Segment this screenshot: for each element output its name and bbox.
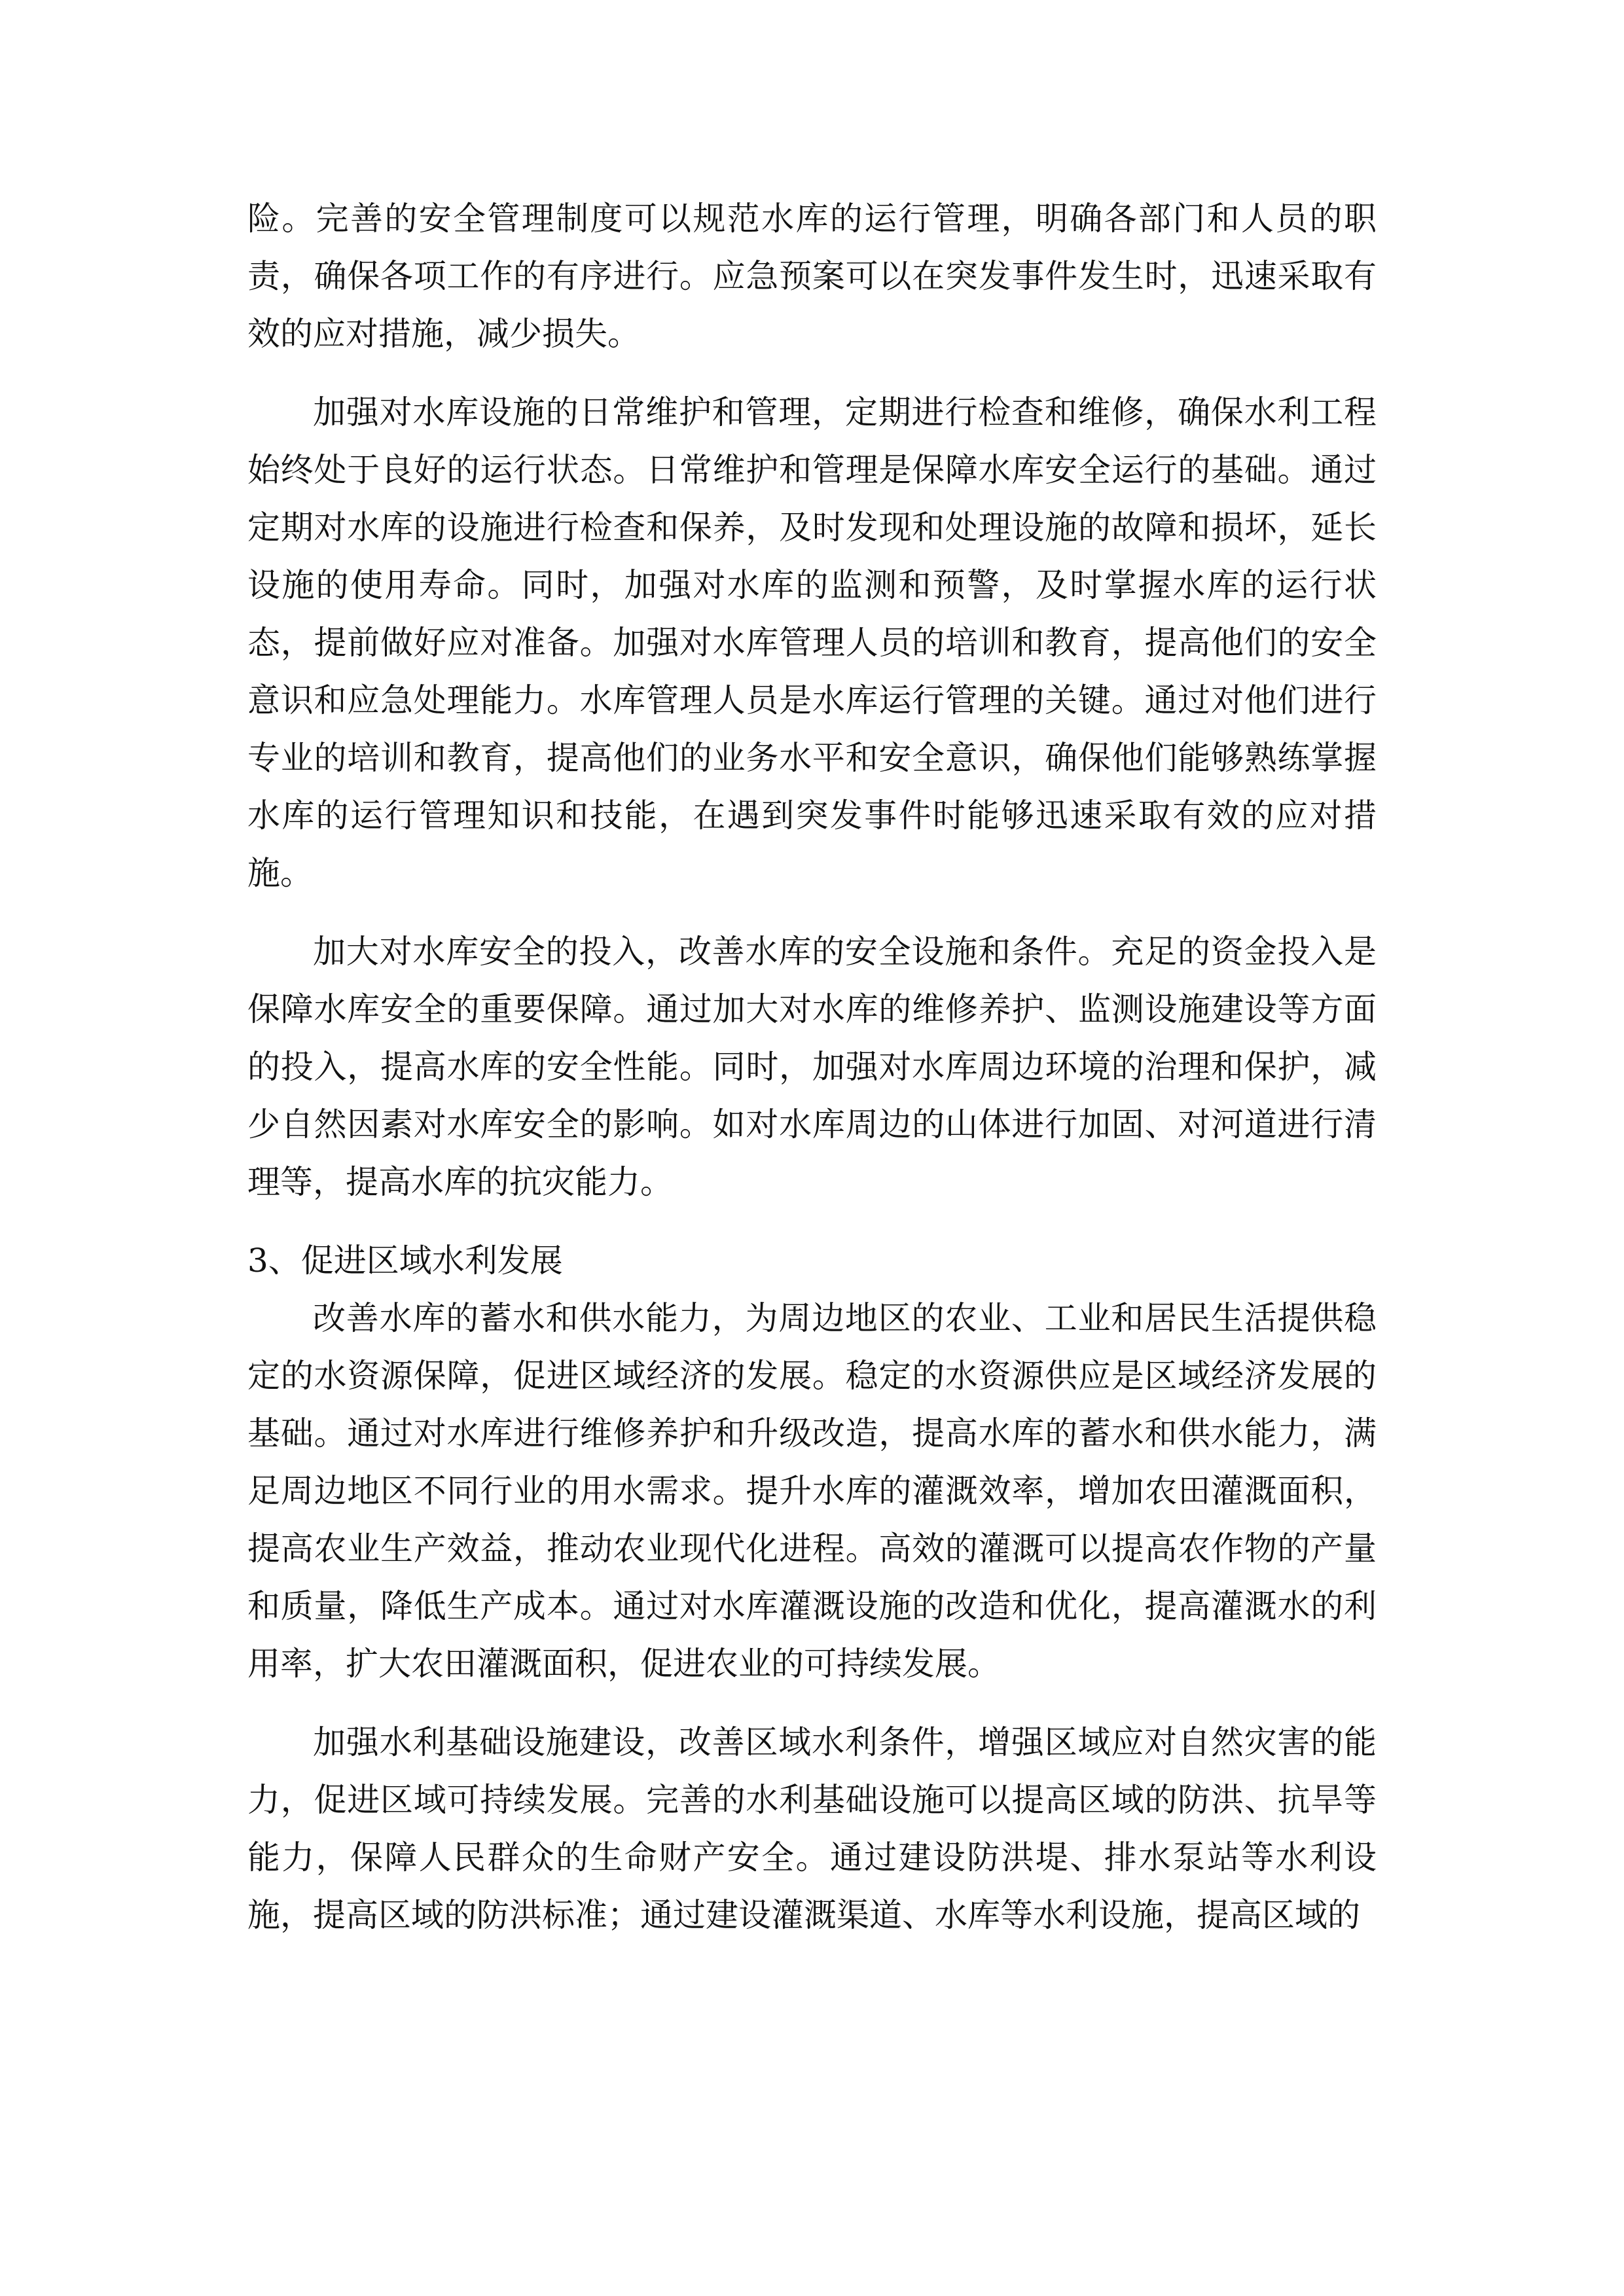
section-heading: 3、促进区域水利发展 <box>247 1242 563 1280</box>
paragraph-infrastructure: 加强水利基础设施建设，改善区域水利条件，增强区域应对自然灾害的能力，促进区域可持续发展。完善的水利基础设施可以提高区域的防洪、抗旱等能力，保障人民群众的生命财产安全。通过建设防洪堤、排水泵站等水利设施，提高区域的防洪标准；通过建设灌溉渠道、水库等水利设施，提高区域的 <box>247 1723 1377 1934</box>
paragraph-investment: 加大对水库安全的投入，改善水库的安全设施和条件。充足的资金投入是保障水库安全的重要保障。通过加大对水库的维修养护、监测设施建设等方面的投入，提高水库的安全性能。同时，加强对水库周边环境的治理和保护，减少自然因素对水库安全的影响。如对水库周边的山体进行加固、对河道进行清理等，提高水库的抗灾能力。 <box>247 933 1377 1201</box>
document-body <box>247 190 1377 1944</box>
paragraph-water-supply: 改善水库的蓄水和供水能力，为周边地区的农业、工业和居民生活提供稳定的水资源保障，促进区域经济的发展。稳定的水资源供应是区域经济发展的基础。通过对水库进行维修养护和升级改造，提高水库的蓄水和供水能力，满足周边地区不同行业的用水需求。提升水库的灌溉效率，增加农田灌溉面积，提高农业生产效益，推动农业现代化进程。高效的灌溉可以提高农作物的产量和质量，降低生产成本。通过对水库灌溉设施的改造和优化，提高灌溉水的利用率，扩大农田灌溉面积，促进农业的可持续发展。 <box>247 1299 1377 1683</box>
paragraph-continuation: 险。完善的安全管理制度可以规范水库的运行管理，明确各部门和人员的职责，确保各项工作的有序进行。应急预案可以在突发事件发生时，迅速采取有效的应对措施，减少损失。 <box>247 200 1377 353</box>
paragraph-maintenance: 加强对水库设施的日常维护和管理，定期进行检查和维修，确保水利工程始终处于良好的运行状态。日常维护和管理是保障水库安全运行的基础。通过定期对水库的设施进行检查和保养，及时发现和处理设施的故障和损坏，延长设施的使用寿命。同时，加强对水库的监测和预警，及时掌握水库的运行状态，提前做好应对准备。加强对水库管理人员的培训和教育，提高他们的安全意识和应急处理能力。水库管理人员是水库运行管理的关键。通过对他们进行专业的培训和教育，提高他们的业务水平和安全意识，确保他们能够熟练掌握水库的运行管理知识和技能，在遇到突发事件时能够迅速采取有效的应对措施。 <box>247 393 1377 892</box>
